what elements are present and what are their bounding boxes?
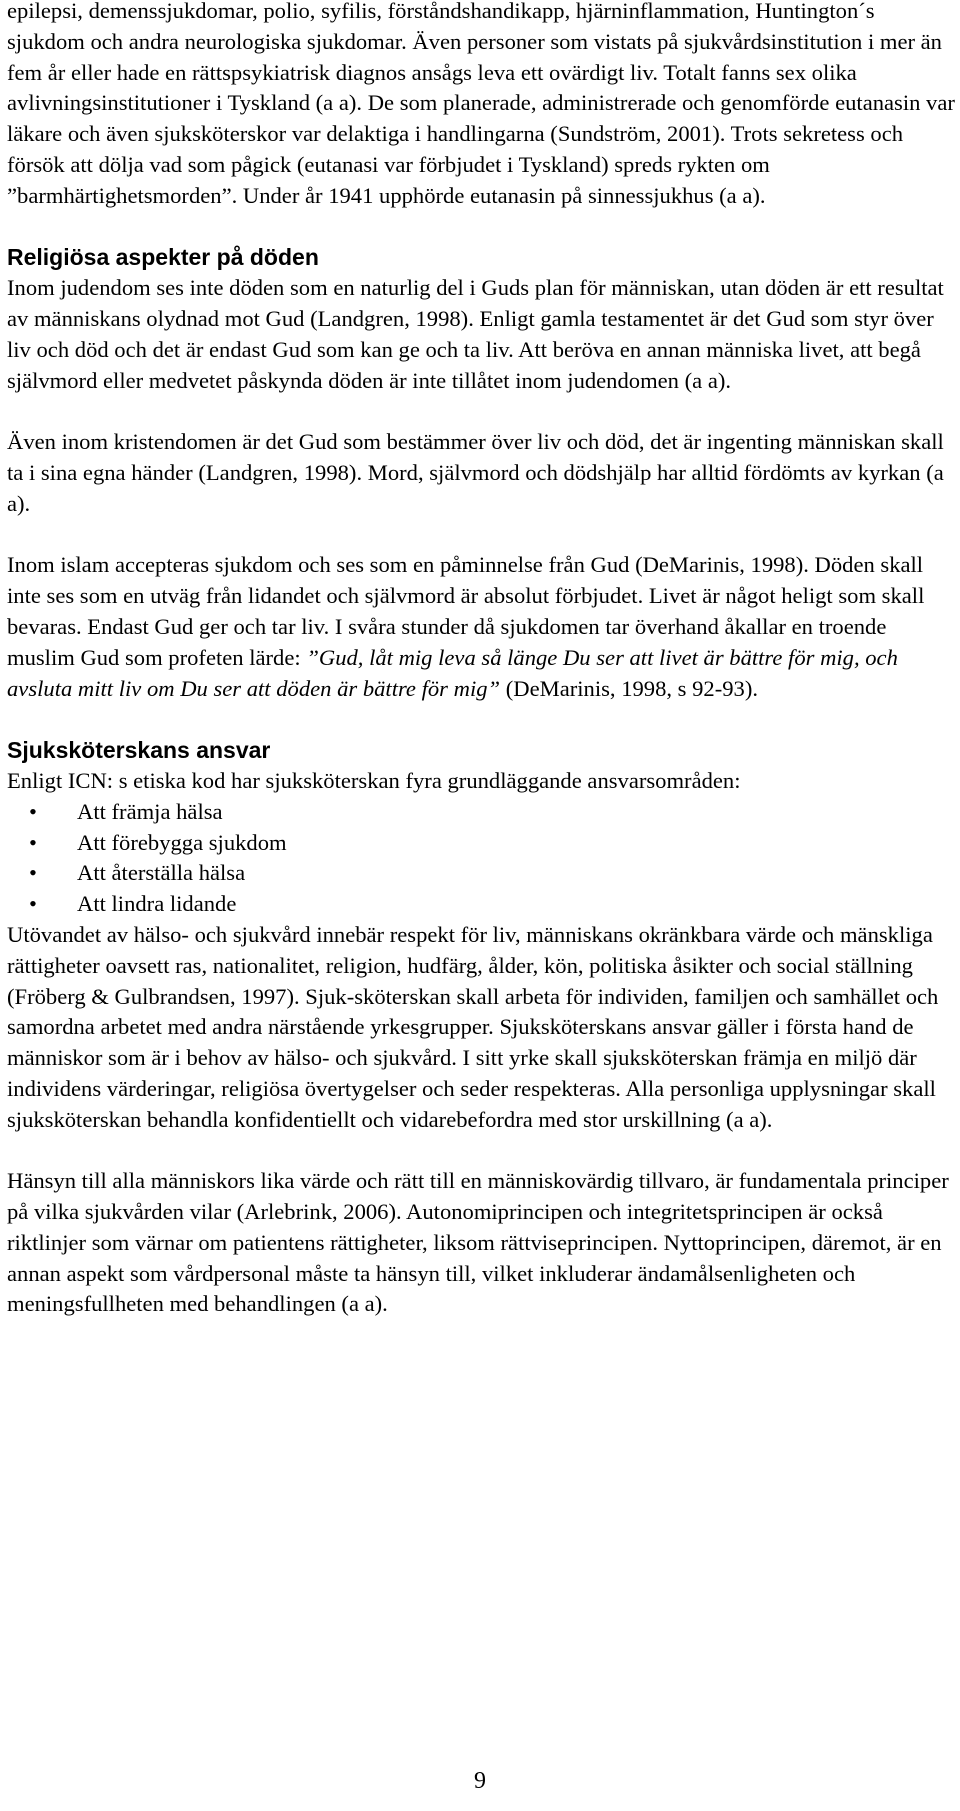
list-item-text: Att främja hälsa xyxy=(77,798,223,824)
nurse-heading: Sjuksköterskans ansvar xyxy=(7,737,271,764)
islam-paragraph xyxy=(7,550,955,704)
bullet-icon: • xyxy=(29,798,37,824)
bullet-icon: • xyxy=(29,860,37,886)
bullet-icon: • xyxy=(29,891,37,917)
islam-citation: (DeMarinis, 1998, s 92-93). xyxy=(500,675,759,701)
icn-intro: Enligt ICN: s etiska kod har sjuksköterskan fyra grundläggande ansvarsområden: xyxy=(7,767,741,793)
list-item xyxy=(7,828,955,859)
list-item xyxy=(7,889,955,920)
principles-paragraph: Hänsyn till alla människors lika värde och rätt till en människovärdig tillvaro, är fundamentala principer på vilka sjukvården vilar (Arlebrink, 2006). Autonomiprincipen och integritetsprincipen är också riktlinjer som värnar om patientens rättigheter, liksom rättviseprincipen. Nyttoprincipen, däremot, är en annan aspekt som vårdpersonal måste ta hänsyn till, vilket inkluderar ändamålsenligheten och meningsfullheten med behandlingen (a a). xyxy=(7,1168,949,1317)
page-number: 9 xyxy=(474,1768,486,1794)
healthcare-paragraph: Utövandet av hälso- och sjukvård innebär respekt för liv, människans okränkbara värde och mänskliga rättigheter oavsett ras, nationalitet, religion, hudfärg, ålder, kön, politiska åsikter och social ställning (Fröberg & Gulbrandsen, 1997). Sjuk-sköterskan skall arbeta för individen, familjen och samhället och samordna arbetet med andra närstående yrkesgrupper. Sjuksköterskans ansvar gäller i första hand de människor som är i behov av hälso- och sjukvård. I sitt yrke skall sjuksköterskan främja en miljö där individens värderingar, religiösa övertygelser och seder respekteras. Alla personliga upplysningar skall sjuksköterskan behandla konfidentiellt och vidarebefordra med stor urskillning (a a). xyxy=(7,921,939,1132)
list-item-text: Att återställa hälsa xyxy=(77,860,246,886)
bullet-icon: • xyxy=(29,829,37,855)
islam-quote: ”Gud, låt mig leva så länge Du ser att livet är bättre för mig, och avsluta mitt liv om Du ser att döden är bättre för mig” xyxy=(7,644,898,701)
list-item xyxy=(7,858,955,889)
list-item-text: Att förebygga sjukdom xyxy=(77,829,287,855)
islam-text: Inom islam accepteras sjukdom och ses som en påminnelse från Gud (DeMarinis, 1998). Döden skall inte ses som en utväg från lidandet och självmord är absolut förbjudet. Livet är något heligt som skall bevaras. Endast Gud ger och tar liv. I svåra stunder då sjukdomen tar överhand åkallar en troende muslim Gud som profeten lärde: xyxy=(7,552,925,670)
intro-paragraph: epilepsi, demenssjukdomar, polio, syfilis, förståndshandikapp, hjärninflammation, Huntington´s sjukdom och andra neurologiska sjukdomar. Även personer som vistats på sjukvårdsinstitution i mer än fem år eller hade en rättspsykiatrisk diagnos ansågs leva ett ovärdigt liv. Totalt fanns sex olika avlivningsinstitutioner i Tyskland (a a). De som planerade, administrerade och genomförde eutanasin var läkare och även sjuksköterskor var delaktiga i handlingarna (Sundström, 2001). Trots sekretess och försök att dölja vad som pågick (eutanasi var förbjudet i Tyskland) spreds rykten om ”barmhärtighetsmorden”. Under år 1941 upphörde eutanasin på sinnessjukhus (a a). xyxy=(7,0,955,208)
list-item-text: Att lindra lidande xyxy=(77,891,237,917)
religion-heading: Religiösa aspekter på döden xyxy=(7,244,319,271)
page-content xyxy=(7,0,955,1320)
responsibility-list xyxy=(7,797,955,920)
judaism-paragraph: Inom judendom ses inte döden som en naturlig del i Guds plan för människan, utan döden är ett resultat av människans olydnad mot Gud (Landgren, 1998). Enligt gamla testamentet är det Gud som styr över liv och död och det är endast Gud som kan ge och ta liv. Att beröva en annan människa livet, att begå självmord eller medvetet påskynda döden är inte tillåtet inom judendomen (a a). xyxy=(7,275,944,393)
list-item xyxy=(7,797,955,828)
christianity-paragraph: Även inom kristendomen är det Gud som bestämmer över liv och död, det är ingenting människan skall ta i sina egna händer (Landgren, 1998). Mord, självmord och dödshjälp har alltid fördömts av kyrkan (a a). xyxy=(7,429,944,516)
